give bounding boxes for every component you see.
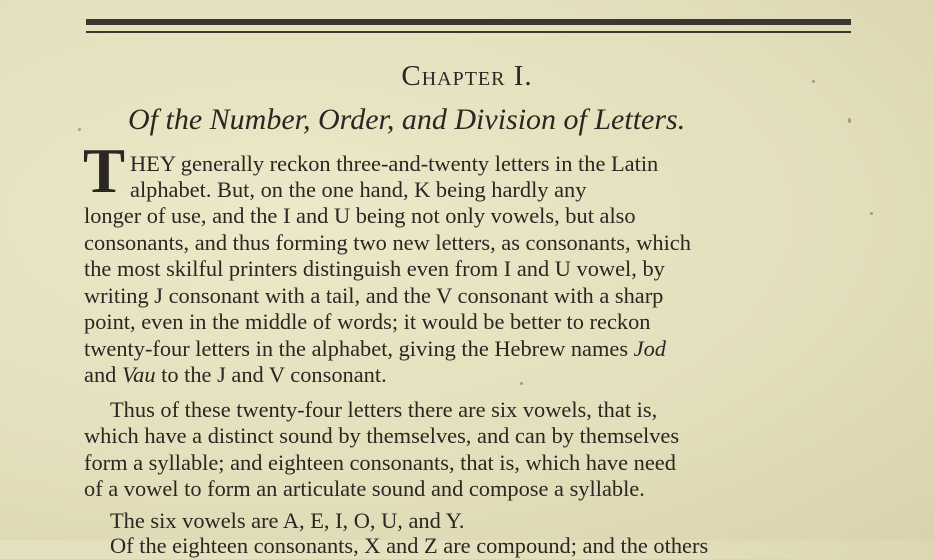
chapter-heading (0, 60, 934, 93)
text-line: and Vau to the J and V consonant. (84, 362, 387, 387)
text-line: consonants, and thus forming two new letters, as consonants, which (84, 230, 691, 255)
text-line: The six vowels are A, E, I, O, U, and Y. (110, 508, 465, 533)
text-line: Of the eighteen consonants, X and Z are compound; and the others (110, 533, 709, 558)
text-line: HEY generally reckon three-and-twenty letters in the Latin (130, 151, 659, 176)
drop-cap: T (83, 136, 126, 206)
paper-speck (870, 212, 873, 215)
text-line: point, even in the middle of words; it would be better to reckon (84, 309, 651, 334)
text-line: twenty-four letters in the alphabet, giving the Hebrew names Jod (84, 336, 666, 361)
paper-speck (812, 80, 815, 83)
text-line: alphabet. But, on the one hand, K being hardly any (130, 177, 587, 202)
text-line: of a vowel to form an articulate sound and compose a syllable. (84, 476, 645, 501)
text-line: the most skilful printers distinguish even from I and U vowel, by (84, 256, 665, 281)
text-line: writing J consonant with a tail, and the V consonant with a sharp (84, 283, 664, 308)
text-line: which have a distinct sound by themselves, and can by themselves (84, 423, 680, 448)
top-rule-thin (86, 31, 851, 33)
paper-speck (78, 128, 81, 131)
paper-speck (848, 118, 851, 123)
paper-speck (520, 382, 523, 385)
chapter-subtitle: Of the Number, Order, and Division of Letters. (128, 103, 686, 136)
text-line: form a syllable; and eighteen consonants, that is, which have need (84, 450, 676, 475)
chapter-label: Chapter (401, 60, 506, 92)
chapter-numeral: I. (513, 60, 533, 92)
text-line: Thus of these twenty-four letters there are six vowels, that is, (110, 397, 658, 422)
text-line: longer of use, and the I and U being not only vowels, but also (84, 203, 636, 228)
top-rule-thick (86, 19, 851, 25)
